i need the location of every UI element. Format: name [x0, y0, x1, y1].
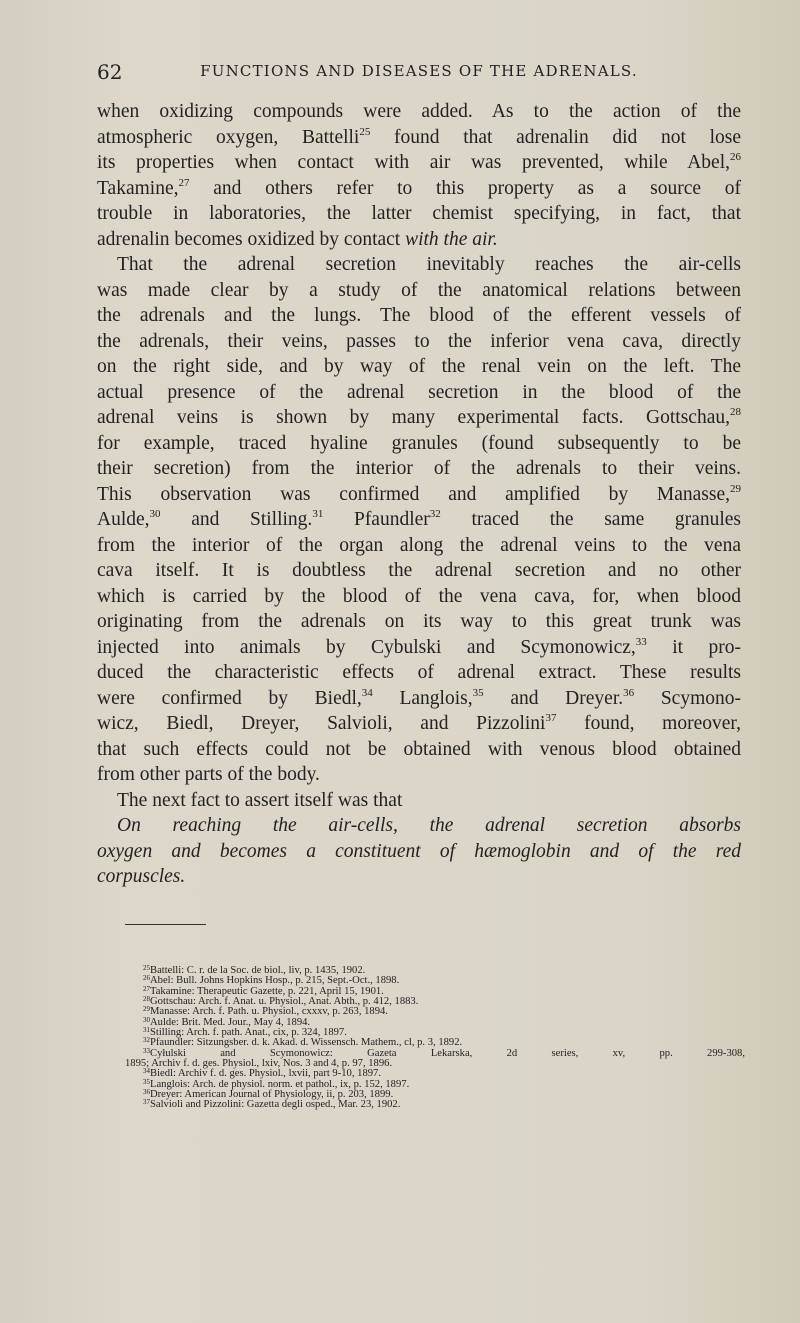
footnote-text: Stilling: Arch. f. path. Anat., cix, p. 324, 1897.: [150, 1027, 347, 1039]
footnote-ref: 27: [178, 176, 190, 189]
text-segment: wicz, Biedl, Dreyer, Salvioli, and Pizzolini: [97, 713, 546, 734]
text-segment: The next fact to assert itself was that: [117, 789, 403, 811]
footnote-text: 1895; Archiv f. d. ges. Physiol., lxiv, Nos. 3 and 4, p. 97, 1896.: [125, 1058, 393, 1070]
text-segment: it pro-: [646, 636, 741, 658]
text-segment: cava itself. It is doubtless the adrenal secretion and no other: [97, 560, 741, 581]
text-segment: adrenal veins is shown by many experimental facts. Gottschau,: [97, 407, 730, 428]
text-segment: and Dreyer.: [483, 687, 624, 709]
text-segment: the adrenals and the lungs. The blood of the efferent vessels of: [97, 305, 741, 326]
text-segment: the adrenals, their veins, passes to the inferior vena cava, directly: [97, 330, 741, 352]
text-segment: corpuscles.: [97, 866, 186, 887]
text-segment: Aulde,: [97, 509, 150, 530]
footnote: [125, 1100, 745, 1110]
footnote-number: 28: [143, 995, 150, 1004]
body-line: [97, 125, 741, 151]
text-segment: that such effects could not be obtained with venous blood obtained: [97, 738, 741, 760]
footnote-text: Aulde: Brit. Med. Jour., May 4, 1894.: [150, 1016, 311, 1028]
body-line: [97, 635, 741, 661]
text-segment: on the right side, and by way of the renal vein on the left. The: [97, 356, 741, 377]
text-segment: when oxidizing compounds were added. As to the action of the: [97, 101, 741, 122]
body-line: [97, 405, 741, 431]
footnote-text: Abel: Bull. Johns Hopkins Hosp., p. 215, Sept.-Oct., 1898.: [150, 975, 400, 987]
footnote-ref: 25: [359, 125, 371, 138]
text-segment: and Stilling.: [160, 509, 313, 530]
footnote-number: 35: [143, 1077, 150, 1086]
body-line: [97, 431, 741, 457]
body-line: [97, 711, 741, 737]
footnote-text: Pfaundler: Sitzungsber. d. k. Akad. d. Wissensch. Mathem., cl, p. 3, 1892.: [150, 1037, 463, 1049]
text-segment: atmospheric oxygen, Battelli: [97, 126, 360, 148]
text-segment: from the interior of the organ along the adrenal veins to the vena: [97, 534, 741, 556]
body-line: [97, 329, 741, 355]
body-line: [97, 813, 741, 839]
footnote-text: Langlois: Arch. de physiol. norm. et pathol., ix, p. 152, 1897.: [150, 1078, 410, 1090]
body-line: [97, 482, 741, 508]
text-segment: oxygen and becomes a constituent of hæmoglobin and of the red: [97, 840, 741, 862]
body-line: [97, 533, 741, 559]
text-segment: trouble in laboratories, the latter chemist specifying, in fact, that: [97, 203, 741, 224]
body-line: [97, 227, 741, 253]
footnote-number: 30: [143, 1015, 150, 1024]
footnote-number: 25: [143, 964, 150, 972]
text-segment: Pfaundler: [323, 509, 430, 530]
footnote-text: Gottschau: Arch. f. Anat. u. Physiol., Anat. Abth., p. 412, 1883.: [150, 996, 419, 1008]
text-segment: injected into animals by Cybulski and Scymonowicz,: [97, 636, 636, 658]
text-segment: Langlois,: [372, 687, 473, 709]
footnote-ref: 36: [623, 686, 635, 699]
body-line: [97, 354, 741, 380]
text-segment: originating from the adrenals on its way to this great trunk was: [97, 611, 741, 632]
body-line: [97, 176, 741, 202]
footnote-ref: 28: [730, 406, 741, 418]
footnote-text: Biedl: Archiv f. d. ges. Physiol., lxvii, part 9-10, 1897.: [150, 1068, 381, 1080]
body-line: [97, 507, 741, 533]
text-segment: for example, traced hyaline granules (found subsequently to be: [97, 432, 741, 454]
footnote-text: Cyłulski and Scymonowicz: Gazeta Lekarska, 2d series, xv, pp. 299-308,: [150, 1047, 745, 1059]
footnote-number: 27: [143, 984, 150, 993]
footnote-number: 37: [143, 1098, 150, 1107]
footnote-text: Takamine: Therapeutic Gazette, p. 221, April 15, 1901.: [150, 985, 384, 997]
body-line: [97, 660, 741, 686]
footnote-number: 29: [143, 1005, 150, 1014]
text-segment: This observation was confirmed and amplified by Manasse,: [97, 483, 730, 505]
footnote-number: 26: [143, 974, 150, 983]
body-line: [97, 150, 741, 176]
footnotes: [125, 966, 745, 1111]
body-line: [97, 609, 741, 635]
text-segment: were confirmed by Biedl,: [97, 687, 362, 709]
footnote-ref: 26: [730, 151, 741, 163]
footnote-ref: 30: [149, 508, 161, 520]
body-line: [97, 456, 741, 482]
footnote-ref: 32: [429, 508, 441, 520]
footnote-text: Salvioli and Pizzolini: Gazetta degli osped., Mar. 23, 1902.: [150, 1099, 401, 1111]
body-line: [97, 839, 741, 865]
footnote-ref: 34: [361, 686, 373, 699]
body-line: [97, 558, 741, 584]
body-line: [97, 201, 741, 227]
footnote-ref: 33: [635, 635, 647, 648]
body-line: [97, 762, 741, 788]
footnote-ref: 35: [472, 686, 484, 699]
footnote-text: Dreyer: American Journal of Physiology, ii, p. 203, 1899.: [150, 1089, 394, 1101]
body-line: [97, 99, 741, 125]
footnote-number: 34: [143, 1067, 150, 1076]
footnote-ref: 37: [545, 712, 557, 724]
text-segment: Takamine,: [97, 177, 179, 199]
body-line: [97, 737, 741, 763]
footnote-ref: 31: [312, 508, 324, 520]
body-line: [97, 303, 741, 329]
text-segment: from other parts of the body.: [97, 764, 320, 785]
text-segment: its properties when contact with air was prevented, while Abel,: [97, 152, 730, 173]
footnote-number: 32: [143, 1036, 150, 1045]
text-segment: Scymono-: [634, 687, 741, 709]
footnote-text: Battelli: C. r. de la Soc. de biol., liv, p. 1435, 1902.: [150, 965, 366, 976]
running-title: FUNCTIONS AND DISEASES OF THE ADRENALS.: [200, 62, 638, 80]
text-segment: On reaching the air-cells, the adrenal secretion absorbs: [117, 815, 741, 836]
page-number: 62: [97, 60, 123, 84]
text-segment: and others refer to this property as a source of: [189, 177, 741, 199]
footnote-divider: [125, 924, 206, 925]
body-line: [97, 278, 741, 304]
text-segment: with the air.: [405, 228, 498, 250]
text-segment: was made clear by a study of the anatomical relations between: [97, 279, 741, 301]
footnote-number: 31: [143, 1026, 150, 1035]
footnote-number: 36: [143, 1088, 150, 1097]
text-segment: found, moreover,: [556, 713, 741, 734]
body-line: [97, 686, 741, 712]
footnote-text: Manasse: Arch. f. Path. u. Physiol., cxxxv, p. 263, 1894.: [150, 1006, 388, 1018]
text-segment: which is carried by the blood of the vena cava, for, when blood: [97, 585, 741, 607]
body-line: [97, 584, 741, 610]
body-line: [97, 788, 741, 814]
body-line: [97, 864, 741, 890]
text-segment: their secretion) from the interior of the adrenals to their veins.: [97, 458, 741, 479]
text-segment: traced the same granules: [440, 509, 741, 530]
body-text: [97, 99, 741, 890]
text-segment: found that adrenalin did not lose: [370, 126, 741, 148]
text-segment: actual presence of the adrenal secretion in the blood of the: [97, 381, 741, 403]
body-line: [97, 252, 741, 278]
body-line: [97, 380, 741, 406]
text-segment: adrenalin becomes oxidized by contact: [97, 228, 406, 250]
footnote-number: 33: [143, 1046, 150, 1055]
text-segment: That the adrenal secretion inevitably reaches the air-cells: [117, 254, 741, 275]
page-header: [97, 60, 741, 86]
text-segment: duced the characteristic effects of adrenal extract. These results: [97, 662, 741, 683]
footnote-ref: 29: [730, 482, 741, 495]
